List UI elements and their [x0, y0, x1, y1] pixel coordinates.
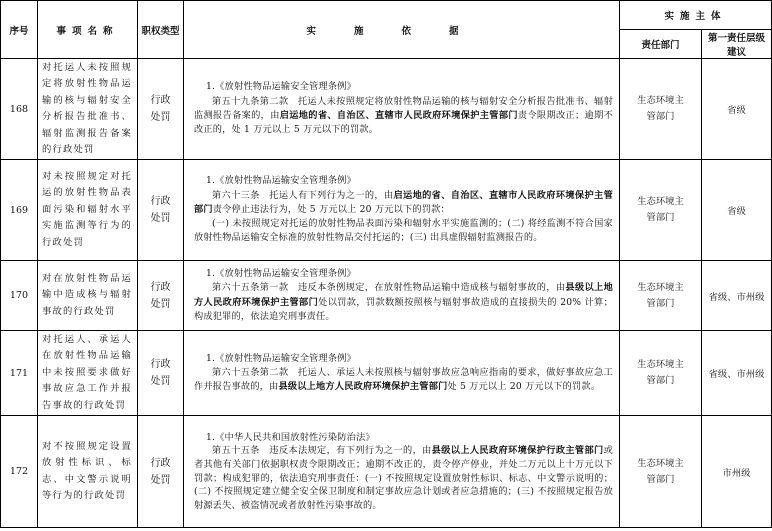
- legal-basis: [184, 331, 620, 416]
- article-text: 第六十五条第二款 托运人、承运人未按照核与辐射事故应急响应指南的要求，做好事故应急工作并报告事故的，由县级以上地方人民政府环境保护主管部门处 5 万元以上 20 万元以下的罚款。: [194, 366, 613, 393]
- row-number: 171: [1, 331, 38, 416]
- responsibility-level: 市州级: [702, 416, 772, 528]
- responsible-dept: 生态环境主管部门: [620, 59, 702, 160]
- power-type: 行政处罚: [138, 59, 184, 160]
- legal-basis: [184, 261, 620, 331]
- responsible-dept: 生态环境主管部门: [620, 160, 702, 261]
- header-dept: 责任部门: [620, 30, 702, 59]
- table-row: [1, 160, 772, 261]
- law-title: 1.《中华人民共和国放射性污染防治法》: [206, 431, 375, 443]
- authority-text: 县级以上人民政府环境保护行政主管部门: [431, 445, 604, 457]
- responsible-dept: 生态环境主管部门: [620, 261, 702, 331]
- power-type: 行政处罚: [138, 160, 184, 261]
- article-clauses: (一) 未按照规定对托运的放射性物品表面污染和辐射水平实施监测的；(二) 将经监测不符合国家放射性物品运输安全标准的放射性物品交付托运的；(三) 出具虚假辐射监测报告的。: [194, 218, 613, 244]
- law-title: 1.《放射性物品运输安全管理条例》: [206, 175, 356, 187]
- row-number: 172: [1, 416, 38, 528]
- article-text: 第六十三条 托运人有下列行为之一的，由启运地的省、自治区、直辖市人民政府环境保护主管部门责令停止违法行为，处 5 万元以上 20 万元以下的罚款：: [194, 189, 613, 215]
- law-title: 1.《放射性物品运输安全管理条例》: [206, 352, 356, 364]
- legal-basis: [184, 416, 620, 528]
- responsibility-level: 省级: [702, 160, 772, 261]
- table-row: [1, 331, 772, 416]
- power-type: 行政处罚: [138, 331, 184, 416]
- table-row: [1, 59, 772, 160]
- responsible-dept: 生态环境主管部门: [620, 331, 702, 416]
- power-type: 行政处罚: [138, 261, 184, 331]
- authority-text: 启运地的省、自治区、直辖市人民政府环境保护主管部门: [194, 189, 613, 215]
- responsibility-level: 省级、市州级: [702, 261, 772, 331]
- header-type: 职权类型: [138, 1, 184, 59]
- header-subject: 实施主体: [620, 1, 772, 30]
- item-name: 对托运人、承运人在放射性物品运输中未按照要求做好事故应急工作并报告事故的行政处罚: [38, 331, 138, 416]
- article-text: 第五十五条 违反本法规定，有下列行为之一的，由县级以上人民政府环境保护行政主管部门或者其他有关部门依据职权责令限期改正；逾期不改正的，责令停产停业，并处二万元以上十万元以下罚款；构成犯罪的，依法追究刑事责任：(一) 不按照规定设置放射性标识、标志、中文警示说明的；(二) 不按照规定建立健全安全保卫制度和制定事故应急计划或者应急措施的；(三) 不按照规定报告放射源丢失、被盗情况或者放射性污染事故的。: [194, 445, 613, 511]
- legal-basis: [184, 59, 620, 160]
- article-text: 第五十九条第二款 托运人未按照规定将放射性物品运输的核与辐射安全分析报告批准书、辐射监测报告备案的，由启运地的省、自治区、直辖市人民政府环境保护主管部门责令限期改正；逾期不改正的，处 1 万元以上 5 万元以下的罚款。: [194, 95, 613, 136]
- responsible-dept: 生态环境主管部门: [620, 416, 702, 528]
- authority-text: 启运地的省、自治区、直辖市人民政府环境保护主管部门: [279, 110, 518, 121]
- header-level: 第一责任层级建议: [702, 30, 772, 59]
- item-name: 对托运人未按照规定将放射性物品运输的核与辐射安全分析报告批准书、辐射监测报告备案的行政处罚: [38, 59, 138, 160]
- authority-text: 县级以上地方人民政府环境保护主管部门: [194, 282, 613, 308]
- responsibility-level: 省级: [702, 59, 772, 160]
- table-row: [1, 261, 772, 331]
- table-row: [1, 416, 772, 528]
- header-basis: 实施依据: [184, 1, 620, 59]
- header-item: 事项名称: [38, 1, 138, 59]
- header-seq: 序号: [1, 1, 38, 59]
- legal-basis: [184, 160, 620, 261]
- row-number: 169: [1, 160, 38, 261]
- law-title: 1.《放射性物品运输安全管理条例》: [206, 81, 356, 93]
- item-name: 对不按照规定设置放射性标识、标志、中文警示说明等行为的行政处罚: [38, 416, 138, 528]
- law-title: 1.《放射性物品运输安全管理条例》: [206, 267, 356, 279]
- item-name: 对未按照规定对托运的放射性物品表面污染和辐射水平实施监测等行为的行政处罚: [38, 160, 138, 261]
- power-type: 行政处罚: [138, 416, 184, 528]
- row-number: 168: [1, 59, 38, 160]
- responsibility-level: 省级、市州级: [702, 331, 772, 416]
- authority-text: 县级以上地方人民政府环境保护主管部门: [278, 381, 448, 393]
- row-number: 170: [1, 261, 38, 331]
- article-text: 第六十五条第一款 违反本条例规定，在放射性物品运输中造成核与辐射事故的，由县级以上地方人民政府环境保护主管部门处以罚款，罚款数额按照核与辐射事故造成的直接损失的 20% 计算；构成犯罪的，依法追究刑事责任。: [194, 282, 613, 322]
- item-name: 对在放射性物品运输中造成核与辐射事故的行政处罚: [38, 261, 138, 331]
